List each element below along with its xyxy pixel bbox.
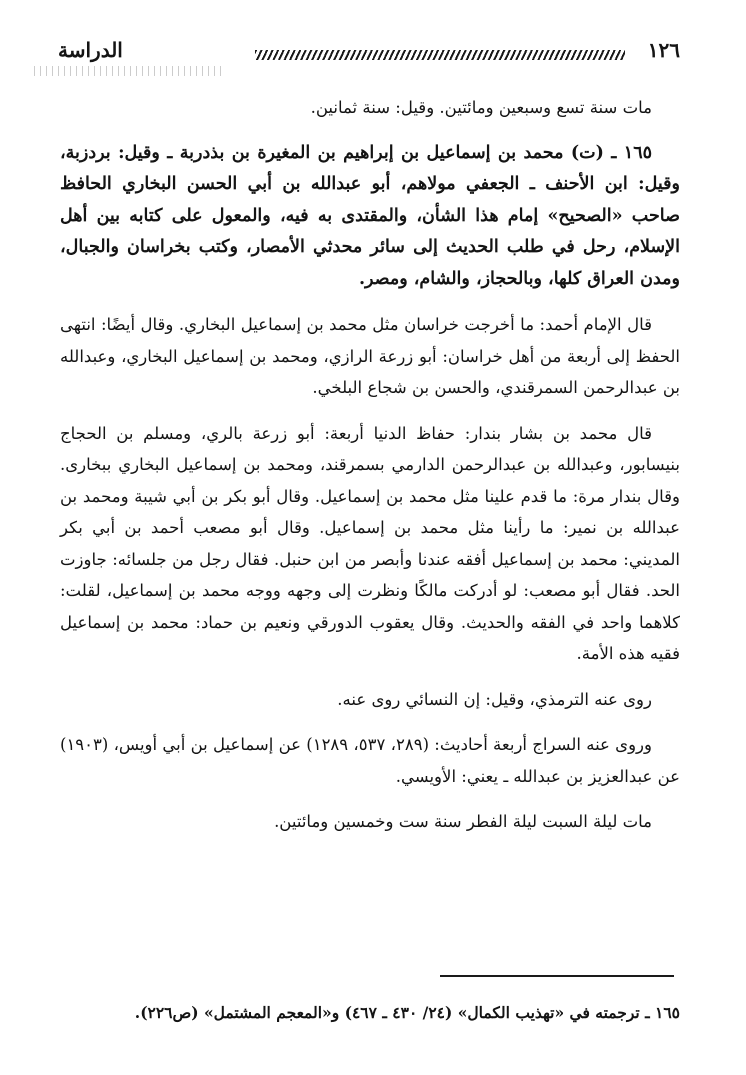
paragraph-death-previous: مات سنة تسع وسبعين ومائتين. وقيل: سنة ثمانين. bbox=[310, 98, 652, 117]
paragraph-death: مات ليلة السبت ليلة الفطر سنة ست وخمسين ومائتين. bbox=[274, 812, 652, 831]
header-ornamental-rule bbox=[255, 50, 625, 60]
running-title: الدراسة bbox=[58, 38, 123, 62]
footnote-separator bbox=[440, 975, 674, 977]
entry-heading-paragraph: ١٦٥ ـ (ت) محمد بن إسماعيل بن إبراهيم بن المغيرة بن بذدربة ـ وقيل: بردزبة، وقيل: ابن الأحنف ـ الجعفي مولاهم، أبو عبدالله بن أبي الحسن البخاري الحافظ صاحب «الصحيح» إمام هذا الشأن، والمقتدى به فيه، والمعول على كتابه بين أهل الإسلام، رحل في طلب الحديث إلى سائر محدثي الأمصار، وكتب بخراسان والجبال، ومدن العراق كلها، وبالحجاز، والشام، ومصر. bbox=[60, 142, 680, 289]
scan-noise bbox=[34, 66, 224, 76]
paragraph-narrators: روى عنه الترمذي، وقيل: إن النسائي روى عنه. bbox=[337, 689, 652, 709]
page-number: ١٢٦ bbox=[647, 38, 680, 62]
body-text bbox=[60, 92, 680, 852]
paragraph-ahmad-quote: قال الإمام أحمد: ما أخرجت خراسان مثل محمد بن إسماعيل البخاري. وقال أيضًا: انتهى الحفظ إلى أربعة من أهل خراسان: أبو زرعة الرازي، ومحمد بن إسماعيل البخاري، وعبدالله بن عبدالرحمن السمرقندي، والحسن بن شجاع البلخي. bbox=[60, 315, 680, 397]
paragraph-sarraj-hadiths: وروى عنه السراج أربعة أحاديث: (٢٨٩، ٥٣٧، ١٢٨٩) عن إسماعيل بن أبي أويس، (١٩٠٣) عن عبدالعزيز بن عبدالله ـ يعني: الأويسي. bbox=[60, 735, 680, 786]
footnote: ١٦٥ ـ ترجمته في «تهذيب الكمال» (٢٤/ ٤٣٠ ـ ٤٦٧) و«المعجم المشتمل» (ص٢٢٦). bbox=[134, 1002, 680, 1022]
paragraph-bundar-quote: قال محمد بن بشار بندار: حفاظ الدنيا أربعة: أبو زرعة بالري، ومسلم بن الحجاج بنيسابور، وعبدالله بن عبدالرحمن الدارمي بسمرقند، ومحمد بن إسماعيل البخاري ببخارى. وقال بندار مرة: ما قدم علينا مثل محمد بن إسماعيل. وقال أبو بكر بن أبي شيبة ومحمد بن عبدالله بن نمير: ما رأينا مثل محمد بن إسماعيل. وقال أبو مصعب أحمد بن أبي بكر المديني: محمد بن إسماعيل أفقه عندنا وأبصر من ابن حنبل. فقال رجل من جلسائه: جاوزت الحد. فقال أبو مصعب: لو أدركت مالكًا ونظرت إلى وجهه ووجه محمد بن إسماعيل، لقلت: كلاهما واحد في الفقه والحديث. وقال يعقوب الدورقي ونعيم بن حماد: محمد بن إسماعيل فقيه هذه الأمة. bbox=[60, 423, 680, 663]
page-header bbox=[20, 36, 680, 76]
